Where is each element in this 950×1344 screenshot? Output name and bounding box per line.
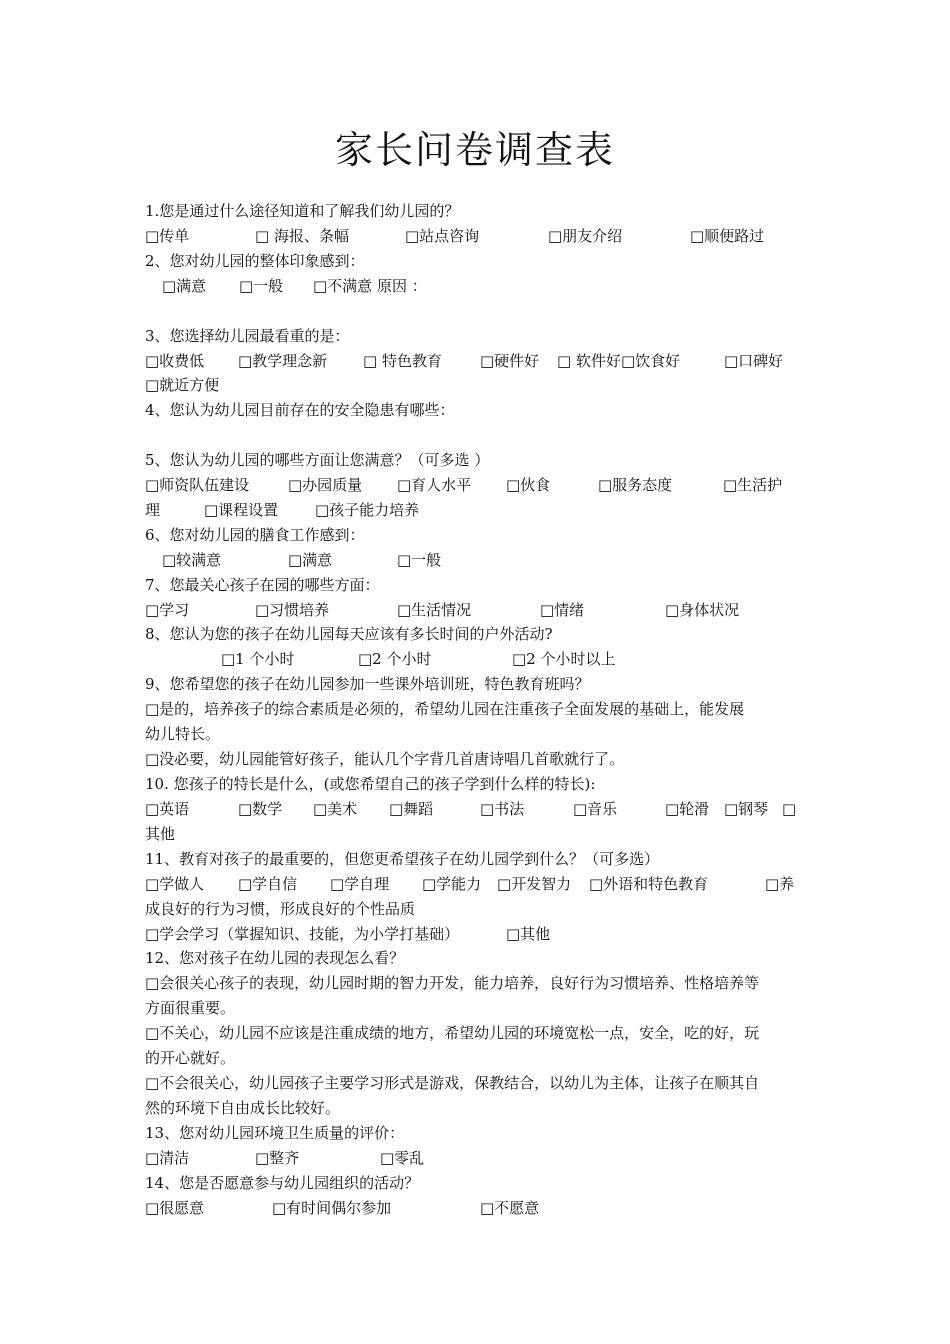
question-2: 2、您对幼儿园的整体印象感到： (145, 252, 365, 270)
q11-option[interactable]: □养 (765, 875, 795, 893)
q1-option[interactable]: □站点咨询 (405, 227, 480, 245)
q10-option[interactable]: □钢琴 (724, 800, 769, 818)
q12-option-continued: 的开心就好。 (145, 1049, 236, 1067)
q11-option[interactable]: □开发智力 (497, 875, 572, 893)
q6-option[interactable]: □较满意 (162, 551, 222, 569)
q3-option[interactable]: □教学理念新 (238, 352, 328, 370)
q2-option[interactable]: □一般 (239, 277, 284, 295)
q11-option[interactable]: □学会学习（掌握知识、技能，为小学打基础） (145, 925, 460, 943)
q7-option[interactable]: □学习 (145, 601, 190, 619)
q5-option[interactable]: □生活护 (723, 476, 783, 494)
q14-option[interactable]: □很愿意 (145, 1199, 205, 1217)
q9-option[interactable]: □是的，培养孩子的综合素质是必须的，希望幼儿园在注重孩子全面发展的基础上，能发展 (145, 700, 745, 718)
q5-option[interactable]: □孩子能力培养 (315, 501, 420, 519)
q11-option[interactable]: □学自理 (330, 875, 390, 893)
q14-option[interactable]: □有时间偶尔参加 (272, 1199, 392, 1217)
q5-option[interactable]: □育人水平 (397, 476, 472, 494)
q13-option[interactable]: □整齐 (255, 1149, 300, 1167)
q10-option[interactable]: □书法 (480, 800, 525, 818)
q11-option-continued: 成良好的行为习惯，形成良好的个性品质 (145, 900, 416, 918)
q3-option[interactable]: □硬件好 (480, 352, 540, 370)
q7-option[interactable]: □生活情况 (397, 601, 472, 619)
question-4: 4、您认为幼儿园目前存在的安全隐患有哪些： (145, 401, 455, 419)
q8-option[interactable]: □2 个小时以上 (512, 650, 616, 668)
question-1: 1.您是通过什么途径知道和了解我们幼儿园的？ (145, 202, 460, 220)
question-9: 9、您希望您的孩子在幼儿园参加一些课外培训班，特色教育班吗？ (145, 675, 590, 693)
q2-option[interactable]: □不满意 原因 ： (313, 277, 427, 295)
q6-option[interactable]: □满意 (288, 551, 333, 569)
q13-option[interactable]: □清洁 (145, 1149, 190, 1167)
q11-option[interactable]: □学能力 (422, 875, 482, 893)
q3-option[interactable]: □收费低 (145, 352, 205, 370)
q5-option[interactable]: □伙食 (506, 476, 551, 494)
question-5: 5、您认为幼儿园的哪些方面让您满意？（可多选 ） (145, 451, 490, 469)
page-title: 家长问卷调查表 (334, 128, 615, 172)
q10-option[interactable]: □舞蹈 (389, 800, 434, 818)
question-10: 10. 您孩子的特长是什么，(或您希望自己的孩子学到什么样的特长): (145, 775, 596, 793)
q7-option[interactable]: □习惯培养 (255, 601, 330, 619)
question-6: 6、您对幼儿园的膳食工作感到： (145, 526, 365, 544)
q12-option[interactable]: □不关心，幼儿园不应该是注重成绩的地方，希望幼儿园的环境宽松一点，安全，吃的好，玩 (145, 1024, 760, 1042)
question-7: 7、您最关心孩子在园的哪些方面： (145, 576, 380, 594)
q8-option[interactable]: □2 个小时 (358, 650, 432, 668)
q12-option-continued: 然的环境下自由成长比较好。 (145, 1099, 341, 1117)
q1-option[interactable]: □朋友介绍 (548, 227, 623, 245)
q5-option[interactable]: □师资队伍建设 (145, 476, 250, 494)
q3-option[interactable]: □ 特色教育 (363, 352, 442, 370)
q7-option[interactable]: □身体状况 (665, 601, 740, 619)
q13-option[interactable]: □零乱 (380, 1149, 425, 1167)
q10-option[interactable]: □音乐 (573, 800, 618, 818)
q1-option[interactable]: □ 海报、条幅 (255, 227, 349, 245)
q11-option[interactable]: □学做人 (145, 875, 205, 893)
q3-option[interactable]: □ 软件好□饮食好 (557, 352, 681, 370)
question-11: 11、教育对孩子的最重要的，但您更希望孩子在幼儿园学到什么？（可多选） (145, 850, 660, 868)
q11-option[interactable]: □外语和特色教育 (589, 875, 709, 893)
q2-option[interactable]: □满意 (162, 277, 207, 295)
q3-option[interactable]: □口碑好 (724, 352, 784, 370)
q12-option[interactable]: □不会很关心，幼儿园孩子主要学习形式是游戏，保教结合，以幼儿为主体，让孩子在顺其自 (145, 1074, 760, 1092)
q10-option[interactable]: □英语 (145, 800, 190, 818)
question-8: 8、您认为您的孩子在幼儿园每天应该有多长时间的户外活动? (145, 625, 553, 643)
q11-option[interactable]: □学自信 (238, 875, 298, 893)
q5-option-continued: 理 (145, 501, 161, 519)
q5-option[interactable]: □服务态度 (598, 476, 673, 494)
q12-option[interactable]: □会很关心孩子的表现，幼儿园时期的智力开发，能力培养，良好行为习惯培养、性格培养等 (145, 974, 760, 992)
q8-option[interactable]: □1 个小时 (221, 650, 295, 668)
q10-option[interactable]: □美术 (313, 800, 358, 818)
q7-option[interactable]: □情绪 (540, 601, 585, 619)
q3-option[interactable]: □就近方便 (145, 376, 220, 394)
q12-option-continued: 方面很重要。 (145, 999, 236, 1017)
q10-option[interactable]: □轮滑 (665, 800, 710, 818)
q10-option-continued: 其他 (145, 825, 176, 843)
q11-option[interactable]: □其他 (506, 925, 551, 943)
q9-option-continued: 幼儿特长。 (145, 725, 221, 743)
q5-option[interactable]: □课程设置 (204, 501, 279, 519)
q14-option[interactable]: □不愿意 (480, 1199, 540, 1217)
q10-option[interactable]: □数学 (238, 800, 283, 818)
q10-option[interactable]: □ (782, 800, 797, 818)
question-3: 3、您选择幼儿园最看重的是： (145, 327, 350, 345)
question-14: 14、您是否愿意参与幼儿园组织的活动？ (145, 1174, 420, 1192)
q5-option[interactable]: □办园质量 (288, 476, 363, 494)
question-13: 13、您对幼儿园环境卫生质量的评价： (145, 1124, 405, 1142)
q9-option[interactable]: □没必要，幼儿园能管好孩子，能认几个字背几首唐诗唱几首歌就行了。 (145, 750, 625, 768)
q1-option[interactable]: □传单 (145, 227, 190, 245)
question-12: 12、您对孩子在幼儿园的表现怎么看？ (145, 949, 405, 967)
q6-option[interactable]: □一般 (397, 551, 442, 569)
q1-option[interactable]: □顺便路过 (690, 227, 765, 245)
